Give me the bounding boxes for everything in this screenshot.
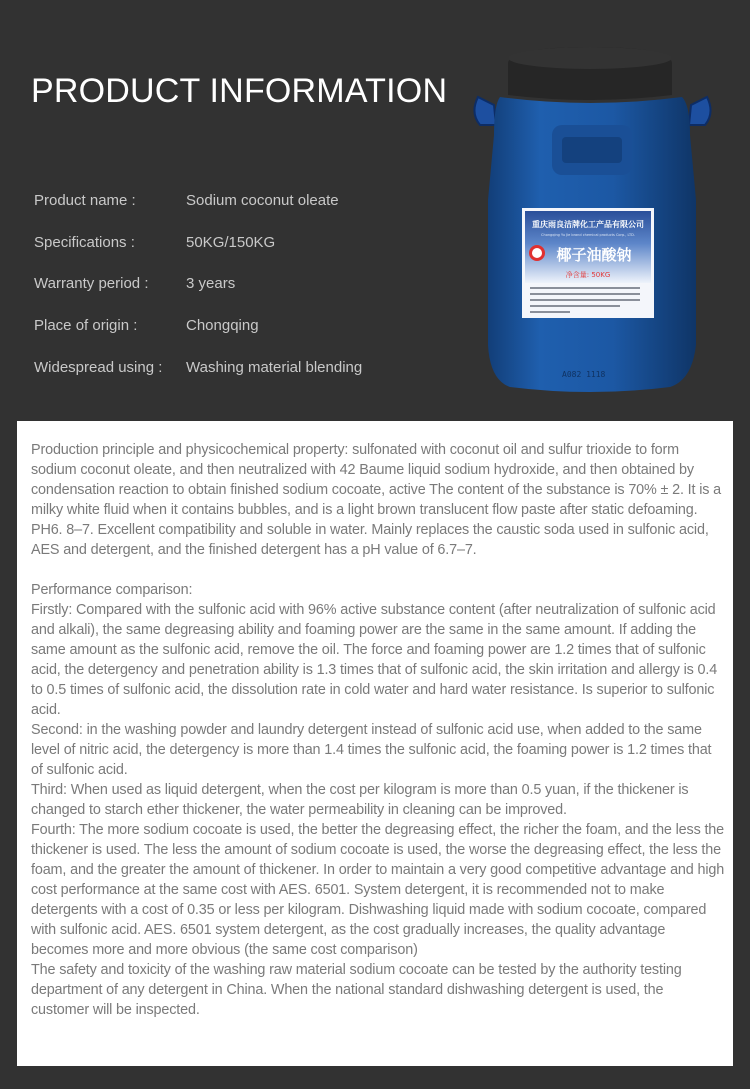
performance-firstly-text: Firstly: Compared with the sulfonic acid with 96% active substance content (after neutralization of sulfonic acid and alkali), the same degreasing ability and foaming power are the same in the same amount. If adding the same amount as the sulfonic acid, remove the oil. The force and foaming power are 1.2 times that of sulfonic acid, the detergency and penetration ability is 1.3 times that of sulfonic acid, the skin irritation and allergy is 0.4 to 0.5 times of sulfonic acid, the dissolution rate in cold water and hard water resistance. Is superior to sulfonic acid. [31, 602, 718, 718]
svg-text:净含量: 50KG: 净含量: 50KG [565, 271, 611, 279]
production-principle-text: Production principle and physicochemical property: sulfonated with coconut oil and sulfur trioxide to form sodium coconut oleate, and then neutralized with 42 Baume liquid sodium hydroxide, and then obtained by condensation reaction to obtain finished sodium cocoate, active The content of the substance is 70% ± 2. It is a milky white fluid when it contains bubbles, and is a light brown translucent flow paste after static defoaming. PH6. 8–7. Excellent compatibility and soluble in water. Mainly replaces the caustic soda used in sulfonic acid, AES and detergent, and the finished detergent has a pH value of 6.7–7. [31, 442, 722, 558]
spec-row-product-name [34, 180, 362, 222]
safety-text: The safety and toxicity of the washing raw material sodium cocoate can be tested by the authority testing department of any detergent in China. When the national standard dishwashing detergent is used, the customer will be inspected. [31, 962, 682, 1018]
spec-table [34, 180, 362, 388]
spec-value: Sodium coconut oleate [186, 192, 339, 210]
performance-fourth-text: Fourth: The more sodium cocoate is used, the better the degreasing effect, the richer the foam, and the less the thickener is used. The less the amount of sodium cocoate is used, the worse the degreasing effect, the less the foam, and the greater the amount of thickener. In order to maintain a very good competitive advantage and high cost performance at the same cost with AES. 6501. System detergent, it is recommended not to make detergents with a cost of 0.35 or less per kilogram. Dishwashing liquid made with sodium cocoate, compared with sulfonic acid. AES. 6501 system detergent, as the cost gradually increases, the quality advantage becomes more and more obvious (the same cost comparison) [31, 822, 725, 958]
spec-row-specifications [34, 222, 362, 264]
page-title: PRODUCT INFORMATION [31, 72, 448, 110]
spec-value: Chongqing [186, 317, 259, 335]
drum-label-product: 椰子油酸钠 [556, 246, 632, 264]
product-description-panel [17, 421, 733, 1066]
spec-value: Washing material blending [186, 358, 363, 376]
spec-value: 50KG/150KG [186, 233, 276, 251]
spec-label: Place of origin : [34, 317, 138, 335]
spec-row-origin [34, 305, 362, 347]
svg-text:A082 1118: A082 1118 [562, 370, 606, 379]
svg-text:Chongqing Yu Jie brand chemica: Chongqing Yu Jie brand chemical products Corp., LTD. [541, 233, 635, 237]
product-image-drum [470, 25, 715, 415]
spec-label: Product name : [34, 192, 136, 210]
spacer [31, 560, 725, 580]
spec-label: Warranty period : [34, 275, 149, 293]
performance-third-text: Third: When used as liquid detergent, when the cost per kilogram is more than 0.5 yuan, if the thickener is changed to starch ether thickener, the water permeability in cleaning can be improved. [31, 782, 689, 818]
performance-heading: Performance comparison: [31, 582, 193, 598]
spec-label: Widespread using : [34, 358, 163, 376]
spec-row-warranty [34, 263, 362, 305]
spec-label: Specifications : [34, 233, 135, 251]
drum-label-company: 重庆雨良洁牌化工产品有限公司 [532, 220, 644, 229]
spec-row-usage [34, 346, 362, 388]
performance-second-text: Second: in the washing powder and laundry detergent instead of sulfonic acid use, when added to the same level of nitric acid, the detergency is more than 1.4 times the sulfonic acid, the foaming power is 1.2 times that of sulfonic acid. [31, 722, 712, 778]
spec-value: 3 years [186, 275, 236, 293]
